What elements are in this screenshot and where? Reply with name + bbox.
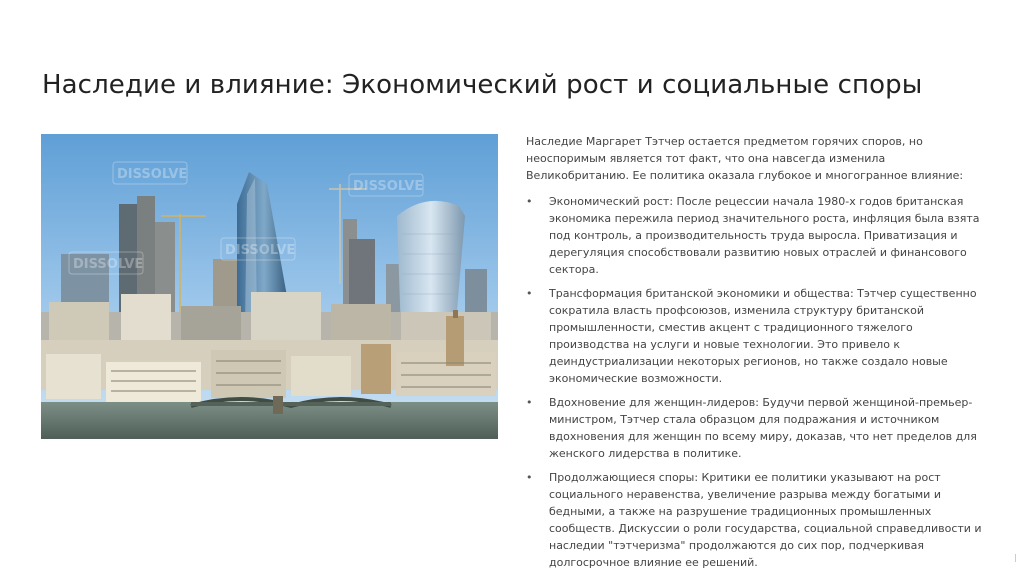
bullet-dot: •: [526, 396, 533, 409]
bullet-text: Вдохновение для женщин-лидеров: Будучи первой женщиной-премьер-министром, Тэтчер стала образцом для подражания и источником вдохновения для женщин по всему миру, доказав, что нет пределов для женского лидерства в политике.: [549, 396, 977, 460]
svg-text:DISSOLVE: DISSOLVE: [225, 243, 296, 258]
bullet-dot: •: [526, 287, 533, 300]
svg-text:DISSOLVE: DISSOLVE: [117, 167, 188, 182]
bullet-dot: •: [526, 195, 533, 208]
svg-text:DISSOLVE: DISSOLVE: [353, 179, 424, 194]
svg-text:DISSOLVE: DISSOLVE: [73, 257, 144, 272]
bullet-item: [526, 394, 986, 462]
bullet-text: Продолжающиеся споры: Критики ее политики указывают на рост социального неравенства, увеличение разрыва между богатыми и бедными, а также на разрушение традиционных промышленных сообществ. Дискуссии о роли государства, социальной справедливости и наследии "тэтчеризма" продолжаются до сих пор, подчеркивая долгосрочное влияние ее решений.: [549, 471, 982, 569]
bullet-text: Трансформация британской экономики и общества: Тэтчер существенно сократила власть профсоюзов, изменила структуру британской промышленности, сместив акцент с традиционного тяжелого производства на услуги и новые технологии. Это привело к деиндустриализации некоторых регионов, но также создало новые экономические возможности.: [549, 287, 977, 385]
london-skyline-photo: [41, 134, 498, 439]
bullet-text: Экономический рост: После рецессии начала 1980-х годов британская экономика пережила период значительного роста, инфляция была взята под контроль, а производительность труда выросла. Приватизация и дерегуляция способствовали развитию новых отраслей и финансового сектора.: [549, 195, 980, 276]
bullet-list: [526, 193, 986, 571]
page-marker: [1015, 554, 1016, 562]
bullet-item: [526, 193, 986, 278]
bullet-dot: •: [526, 471, 533, 484]
intro-paragraph: Наследие Маргарет Тэтчер остается предметом горячих споров, но неоспоримым является тот факт, что она навсегда изменила Великобританию. Ее политика оказала глубокое и многогранное влияние:: [526, 135, 964, 182]
slide-title: Наследие и влияние: Экономический рост и социальные споры: [42, 70, 923, 100]
bullet-item: [526, 469, 986, 571]
bullet-item: [526, 285, 986, 387]
content-panel: [526, 133, 986, 578]
